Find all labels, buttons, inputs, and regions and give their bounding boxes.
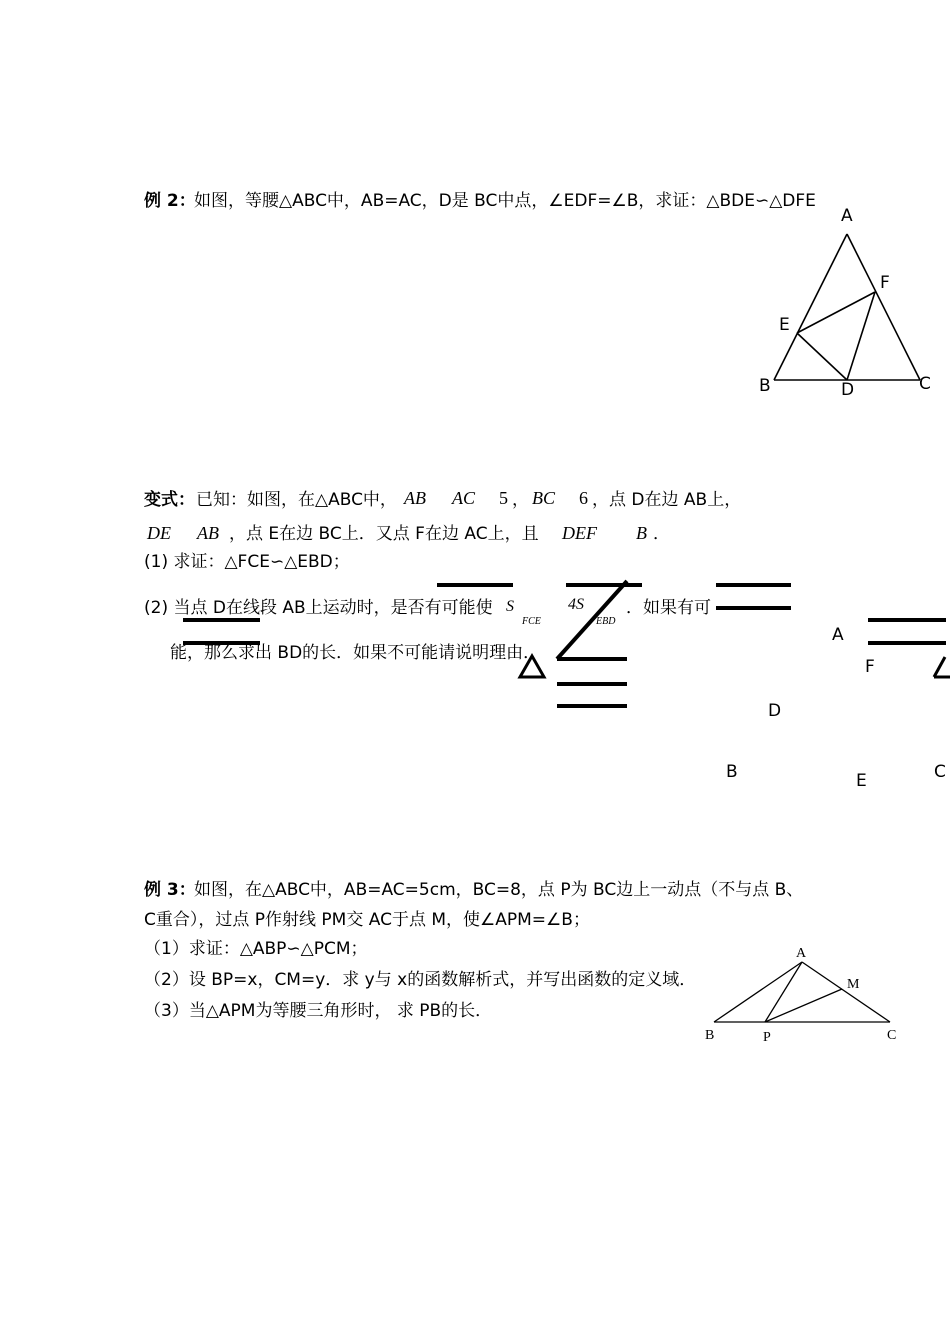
math-sub-ebd: EBD — [596, 616, 616, 627]
ex3-vertex-c: C — [887, 1028, 897, 1043]
math-de: DE — [147, 523, 171, 543]
example-3-line1: 如图，在△ABC中，AB=AC=5cm，BC=8，点 P为 BC边上一动点（不与点 B、 — [194, 880, 804, 900]
ex3-segment-pm — [765, 989, 842, 1022]
ex2-vertex-d: D — [841, 380, 855, 400]
comma: ， — [512, 490, 529, 510]
variant-line2-end: ． — [653, 524, 670, 544]
ex2-vertex-b: B — [759, 376, 771, 396]
math-b: B — [636, 523, 647, 543]
ex3-segment-ap — [765, 962, 802, 1022]
variant-vertex-d: D — [768, 701, 782, 721]
example-3-question-2: （2）设 BP=x，CM=y．求 y与 x的函数解析式，并写出函数的定义域． — [144, 970, 697, 990]
ex3-vertex-b: B — [705, 1028, 715, 1043]
math-ab-2: AB — [197, 523, 219, 543]
ex3-vertex-a: A — [796, 946, 807, 961]
variant-line1-post: ，点 D在边 AB上， — [592, 490, 742, 510]
example-3-line2: C重合），过点 P作射线 PM交 AC于点 M，使∠APM=∠B； — [144, 910, 590, 930]
math-s: S — [506, 598, 514, 615]
ex3-vertex-m: M — [847, 977, 860, 992]
math-ab: AB — [404, 488, 426, 508]
variant-question-1: (1) 求证：△FCE∽△EBD； — [144, 552, 350, 572]
variant-vertex-a: A — [832, 625, 844, 645]
example-3-label: 例 3： — [144, 880, 196, 900]
variant-vertex-e: E — [856, 771, 867, 791]
variant-question-2a: (2) 当点 D在线段 AB上运动时，是否有可能使 — [144, 598, 493, 618]
variant-vertex-c: C — [934, 762, 946, 782]
math-sub-fce: FCE — [522, 616, 541, 627]
math-6: 6 — [579, 488, 588, 508]
math-bc: BC — [532, 488, 556, 508]
math-5: 5 — [499, 488, 508, 508]
variant-vertex-f: F — [865, 657, 875, 677]
math-def: DEF — [562, 523, 597, 543]
variant-line1-pre: 已知：如图，在△ABC中， — [196, 490, 397, 510]
example-2-text: 如图，等腰△ABC中，AB=AC，D是 BC中点，∠EDF=∠B，求证：△BDE∽△DFE — [194, 191, 816, 211]
example-2-label: 例 2： — [144, 191, 196, 211]
variant-question-2c: 能，那么求出 BD的长．如果不可能请说明理由． — [170, 643, 541, 663]
variant-label: 变式： — [144, 490, 195, 510]
variant-vertex-b: B — [726, 762, 738, 782]
math-4s: 4S — [568, 596, 584, 613]
ex3-side-ab — [714, 962, 802, 1022]
ex3-side-ac — [802, 962, 890, 1022]
ex2-vertex-c: C — [919, 374, 931, 394]
example-3-question-1: （1）求证：△ABP∽△PCM； — [144, 939, 368, 959]
example-3-question-3: （3）当△APM为等腰三角形时， 求 PB的长． — [144, 1001, 493, 1021]
ex2-vertex-f: F — [880, 273, 890, 293]
variant-line2-mid: ，点 E在边 BC上．又点 F在边 AC上，且 — [229, 524, 539, 544]
ex2-vertex-a: A — [841, 206, 853, 226]
math-ac: AC — [452, 488, 476, 508]
ex2-vertex-e: E — [779, 315, 790, 335]
ex3-vertex-p: P — [763, 1030, 771, 1045]
variant-question-2b: ．如果有可 — [626, 598, 711, 618]
